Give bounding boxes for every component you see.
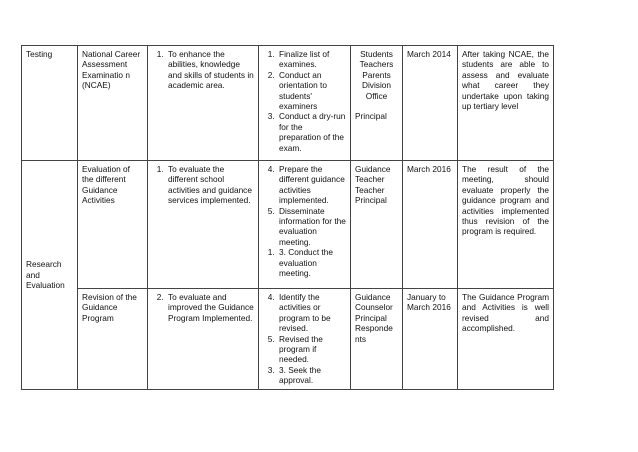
guidance-program-table: [21, 45, 554, 390]
list-item: 3. 3. Seek the approval.: [277, 365, 346, 386]
list-item: 1. Finalize list of examines.: [277, 49, 346, 70]
list-item: 3. Conduct a dry-run for the preparation of the exam.: [277, 111, 346, 153]
time-frame-cell: January to March 2016: [403, 289, 458, 390]
objective-list: [152, 164, 254, 206]
persons-cell: Guidance Counselor Principal Responde nts: [351, 289, 403, 390]
time-frame-cell: March 2016: [403, 161, 458, 289]
objective-cell: [148, 46, 259, 161]
strategies-cell: [259, 289, 351, 390]
outcome-cell: The result of the meeting, should evaluate properly the guidance program and activities implemented thus revision of the program is required.: [458, 161, 554, 289]
persons-cell: Guidance Teacher Teacher Principal: [351, 161, 403, 289]
area-cell: Testing: [22, 46, 78, 161]
program-cell: National Career Assessment Examinatio n (NCAE): [78, 46, 148, 161]
list-item: 1. 3. Conduct the evaluation meeting.: [277, 247, 346, 278]
objective-list: [152, 292, 254, 323]
strategy-list: [263, 247, 346, 278]
strategy-list: [263, 365, 346, 386]
table-row: [22, 161, 554, 289]
table-row: [22, 46, 554, 161]
program-cell: Evaluation of the different Guidance Activities: [78, 161, 148, 289]
area-cell: Research and Evaluation: [22, 161, 78, 390]
outcome-cell: The Guidance Program and Activities is well revised and accomplished.: [458, 289, 554, 390]
objective-list: [152, 49, 254, 91]
list-item: 4. Identify the activities or program to be revised.: [277, 292, 346, 334]
outcome-cell: After taking NCAE, the students are able to assess and evaluate what career they undertake upon taking up tertiary level: [458, 46, 554, 161]
strategies-cell: [259, 161, 351, 289]
list-item: 4. Prepare the different guidance activities implemented.: [277, 164, 346, 206]
objective-cell: [148, 161, 259, 289]
list-item: 2. To evaluate and improved the Guidance Program Implemented.: [166, 292, 254, 323]
table-row: [22, 289, 554, 390]
list-item: 2. Conduct an orientation to students' examiners: [277, 70, 346, 112]
strategies-cell: [259, 46, 351, 161]
persons-cell: Students Teachers Parents Division Office Principal: [351, 46, 403, 161]
program-cell: Revision of the Guidance Program: [78, 289, 148, 390]
strategy-list: [263, 292, 346, 365]
objective-cell: [148, 289, 259, 390]
time-frame-cell: March 2014: [403, 46, 458, 161]
strategy-list: [263, 49, 346, 153]
list-item: 5. Revised the program if needed.: [277, 334, 346, 365]
list-item: 5. Disseminate information for the evaluation meeting.: [277, 206, 346, 248]
strategy-list: [263, 164, 346, 247]
list-item: 1. To evaluate the different school activities and guidance services implemented.: [166, 164, 254, 206]
list-item: 1. To enhance the abilities, knowledge and skills of students in academic area.: [166, 49, 254, 91]
